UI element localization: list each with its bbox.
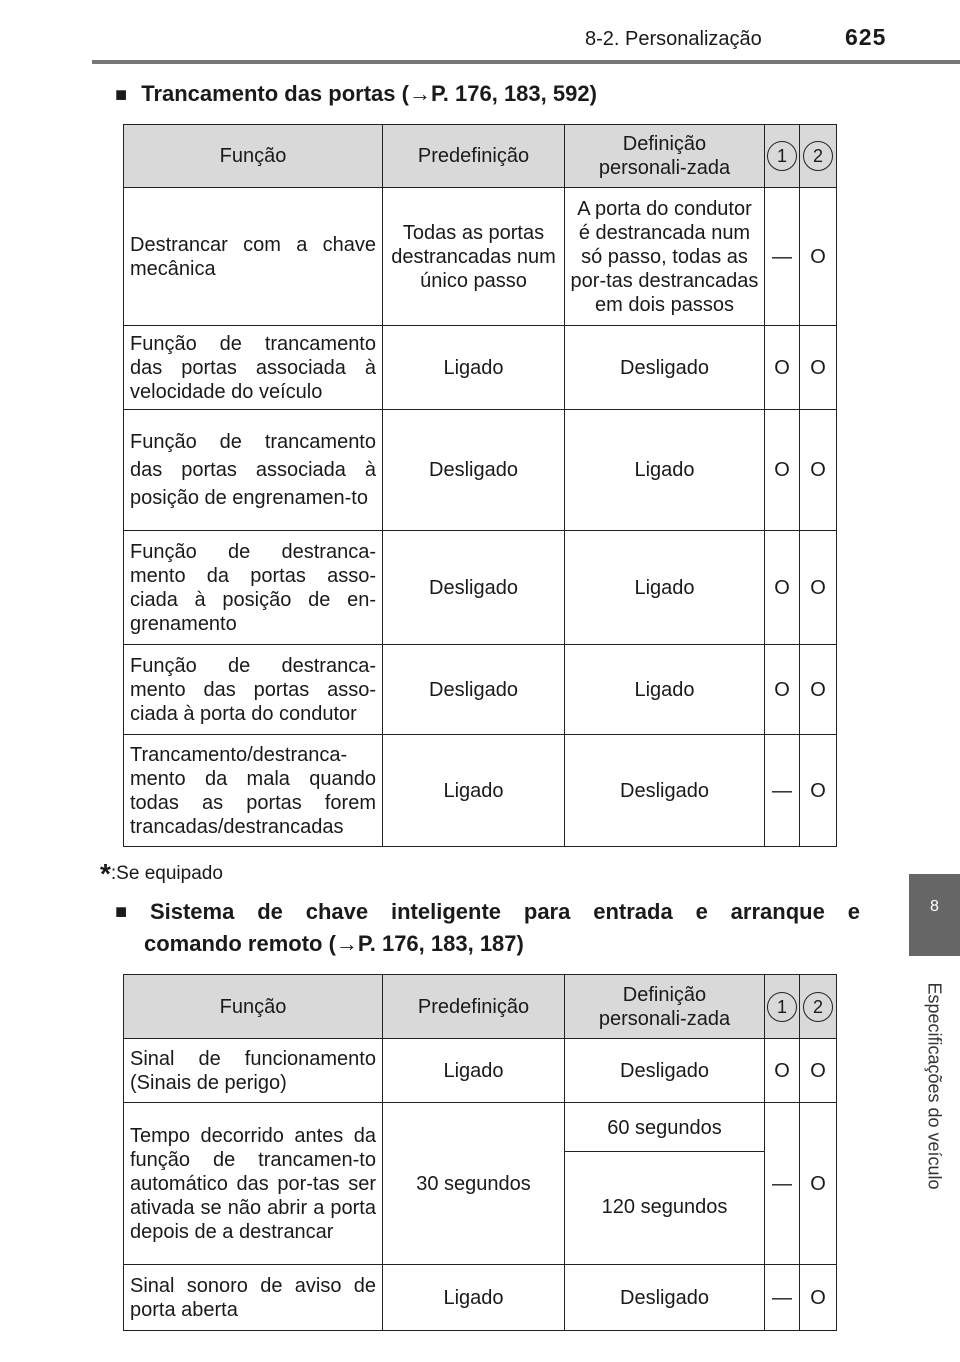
section2-title-line2: comando remoto (→P. 176, 183, 187) — [144, 931, 524, 956]
option-120: 120 segundos — [601, 1196, 728, 1218]
table-row — [124, 645, 837, 735]
cell-mark-2: O — [800, 645, 837, 735]
cell-custom: Desligado — [565, 1265, 765, 1331]
chapter-label: Especificações do veículo — [924, 982, 945, 1190]
circled-2-icon: 2 — [803, 141, 833, 171]
header-rule — [92, 60, 960, 64]
cell-custom: Desligado — [565, 326, 765, 410]
table-header-row — [124, 975, 837, 1039]
cell-default: Ligado — [383, 326, 565, 410]
cell-function: Trancamento/destranca-mento da mala quando todas as portas forem trancadas/destrancadas — [124, 735, 383, 847]
table-row — [124, 531, 837, 645]
cell-function: Função de destranca-mento da portas asso-ciada à posição de en-grenamento — [124, 531, 383, 645]
table-row — [124, 1039, 837, 1103]
col-header: Definição personali-zada — [565, 125, 765, 188]
table-row — [124, 1265, 837, 1331]
bullet-square-icon: ■ — [115, 901, 128, 923]
cell-custom: A porta do condutor é destrancada num só passo, todas as por-tas destrancadas em dois passos — [565, 188, 765, 326]
table-row — [124, 1103, 837, 1265]
title-word: entrada — [593, 899, 673, 924]
cell-mark-2: O — [800, 1039, 837, 1103]
col-header — [765, 125, 800, 188]
page-number: 625 — [845, 24, 887, 50]
bullet-square-icon: ■ — [115, 84, 128, 106]
cell-default: Todas as portas destrancadas num único passo — [383, 188, 565, 326]
title-word: arranque — [730, 899, 825, 924]
door-lock-table — [123, 124, 837, 847]
cell-default: 30 segundos — [383, 1103, 565, 1265]
cell-function: Sinal sonoro de aviso de porta aberta — [124, 1265, 383, 1331]
circled-1-icon: 1 — [767, 992, 797, 1022]
title-word: e — [695, 899, 708, 924]
option-60: 60 segundos — [565, 1105, 764, 1152]
cell-custom-options — [565, 1103, 765, 1265]
cell-custom: Ligado — [565, 410, 765, 531]
cell-mark-2: O — [800, 1265, 837, 1331]
cell-mark-2: O — [800, 326, 837, 410]
cell-function: Sinal de funcionamento (Sinais de perigo) — [124, 1039, 383, 1103]
chapter-number: 8 — [930, 898, 939, 915]
cell-mark-1: — — [765, 188, 800, 326]
col-header: Predefinição — [383, 975, 565, 1039]
title-word: e — [847, 899, 860, 924]
table-row — [124, 410, 837, 531]
col-header — [800, 975, 837, 1039]
cell-mark-2: O — [800, 735, 837, 847]
cell-mark-1: — — [765, 735, 800, 847]
cell-default: Desligado — [383, 531, 565, 645]
cell-mark-2: O — [800, 410, 837, 531]
cell-mark-1: O — [765, 410, 800, 531]
cell-mark-1: O — [765, 326, 800, 410]
cell-default: Desligado — [383, 645, 565, 735]
page-header — [0, 0, 960, 62]
cell-function: Tempo decorrido antes da função de trancamen-to automático das por-tas ser ativada se não abrir a porta depois de a destrancar — [124, 1103, 383, 1265]
title-word: Sistema — [149, 899, 235, 924]
cell-mark-1: — — [765, 1103, 800, 1265]
section1-heading — [115, 78, 597, 111]
circled-1-icon: 1 — [767, 141, 797, 171]
title-word: inteligente — [391, 899, 502, 924]
col-header — [765, 975, 800, 1039]
col-header: Predefinição — [383, 125, 565, 188]
cell-mark-1: O — [765, 1039, 800, 1103]
cell-function: Função de destranca-mento das portas asso-ciada à porta do condutor — [124, 645, 383, 735]
table-row — [124, 735, 837, 847]
footnote-text: :Se equipado — [110, 863, 223, 884]
cell-function: Destrancar com a chave mecânica — [124, 188, 383, 326]
section-title: 8-2. Personalização — [585, 28, 762, 50]
table-header-row — [124, 125, 837, 188]
title-word: para — [523, 899, 571, 924]
table-row — [124, 326, 837, 410]
section1-title: Trancamento das portas (→P. 176, 183, 592) — [141, 81, 597, 106]
col-header: Função — [124, 975, 383, 1039]
cell-function: Função de trancamento das portas associada à velocidade do veículo — [124, 326, 383, 410]
table-row — [124, 188, 837, 326]
col-header: Função — [124, 125, 383, 188]
circled-2-icon: 2 — [803, 992, 833, 1022]
cell-default: Ligado — [383, 1265, 565, 1331]
cell-mark-2: O — [800, 188, 837, 326]
section2-heading — [115, 896, 860, 960]
cell-function: Função de trancamento das portas associada à posição de engrenamen-to — [124, 410, 383, 531]
title-word: de — [257, 899, 283, 924]
cell-mark-1: O — [765, 531, 800, 645]
cell-default: Ligado — [383, 735, 565, 847]
cell-mark-1: O — [765, 645, 800, 735]
cell-default: Desligado — [383, 410, 565, 531]
cell-mark-1: — — [765, 1265, 800, 1331]
cell-custom: Ligado — [565, 531, 765, 645]
footnote-asterisk: * — [100, 858, 111, 889]
section2-title-line1 — [115, 896, 860, 928]
smart-key-table — [123, 974, 837, 1331]
cell-custom: Ligado — [565, 645, 765, 735]
col-header — [800, 125, 837, 188]
title-word: chave — [305, 899, 369, 924]
chapter-tab — [909, 874, 960, 956]
col-header: Definição personali-zada — [565, 975, 765, 1039]
cell-mark-2: O — [800, 1103, 837, 1265]
cell-custom: Desligado — [565, 1039, 765, 1103]
cell-custom: Desligado — [565, 735, 765, 847]
footnote — [100, 858, 223, 890]
cell-default: Ligado — [383, 1039, 565, 1103]
cell-mark-2: O — [800, 531, 837, 645]
